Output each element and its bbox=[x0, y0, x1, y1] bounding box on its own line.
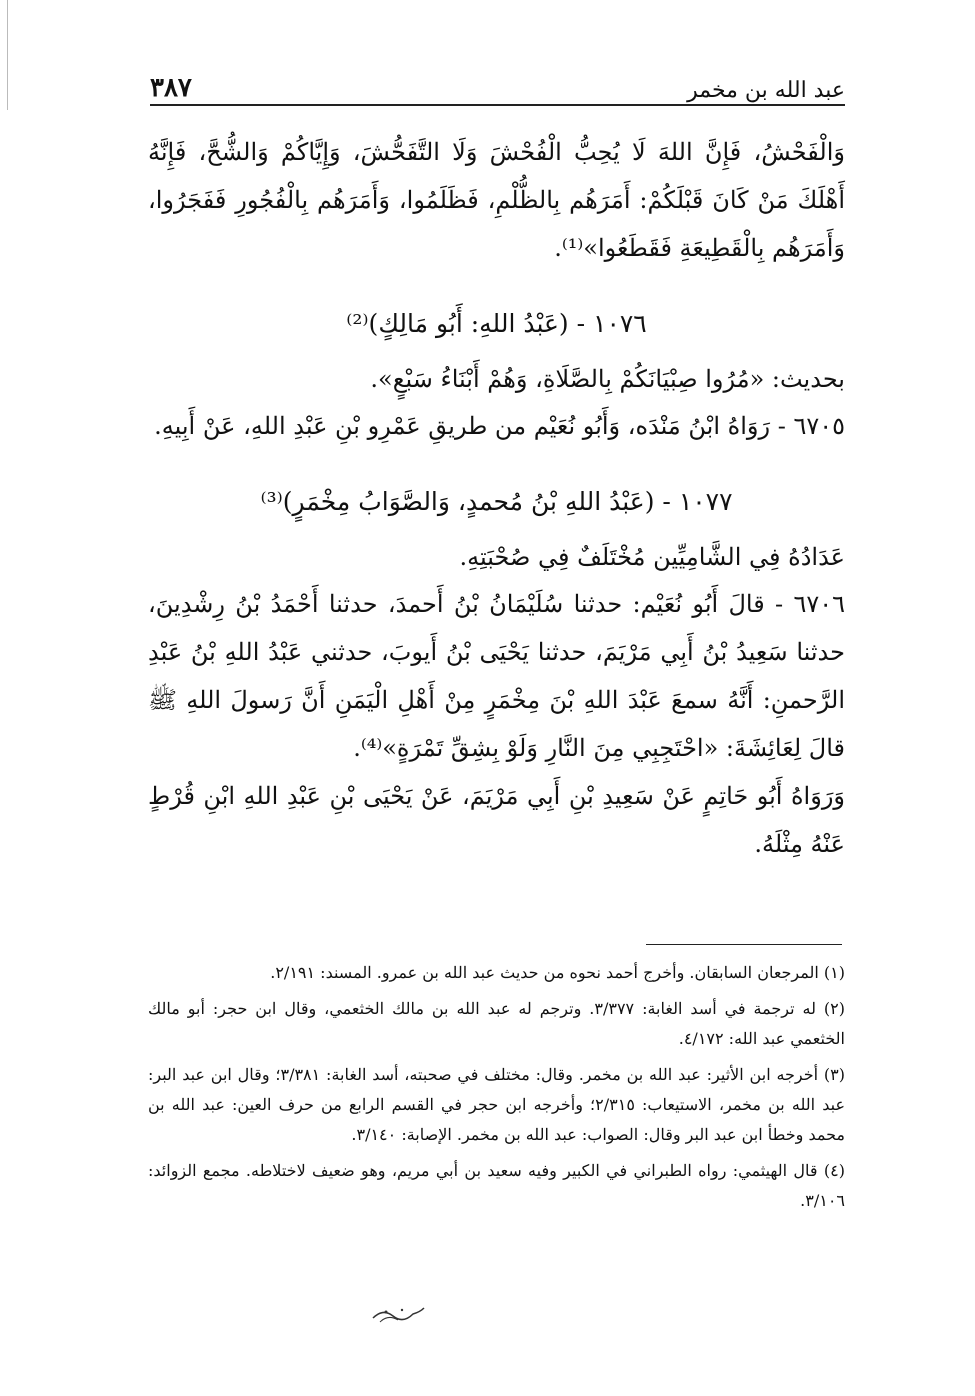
entry-1077-followup: وَرَوَاهُ أَبُو حَاتِمٍ عَنْ سَعِيدِ بْنِ أَبِي مَرْيَمَ، عَنْ يَحْيَى بْنِ عَبْدِ اللهِ ابْنِ قُرْطٍ عَنْهُ مِثْلَهُ. bbox=[148, 782, 845, 858]
entry-1077-title: ١٠٧٧ - (عَبْدُ اللهِ بْنُ مُحمدٍ، وَالصَّوَابُ مِخْمَرٍ)⁽³⁾ bbox=[260, 487, 733, 516]
paragraph-continuation: وَالْفَحْشُ، فَإِنَّ اللهَ لَا يُحِبُّ الْفُحْشَ وَلَا التَّفَحُّشَ، وَإِيَّاكُمْ وَالشُّحَّ، فَإِنَّهُ أَهْلَكَ مَنْ كَانَ قَبْلَكُمْ: أَمَرَهُم بِالظُّلْمِ، فَظَلَمُوا، وَأَمَرَهُم بِالْفُجُورِ فَفَجَرُوا، وَأَمَرَهُم بِالْقَطِيعَةِ فَقَطَعُوا»⁽¹⁾. bbox=[148, 138, 845, 262]
entry-1076-title: ١٠٧٦ - (عَبْدُ اللهِ: أَبُو مَالِكٍ)⁽²⁾ bbox=[346, 309, 647, 338]
footnotes bbox=[148, 958, 845, 1222]
page-number: ٣٨٧ bbox=[150, 73, 192, 103]
entry-1077-note: عَدَادُهُ فِي الشَّامِيِّين مُخْتَلَفٌ فِي صُحْبَتِهِ. bbox=[459, 543, 845, 571]
footnote-rule bbox=[646, 944, 842, 945]
end-ornament-icon bbox=[368, 1300, 428, 1330]
entry-1076-hadith: بحديث: «مُرُوا صِبْيَانَكُمْ بِالصَّلَاةِ، وَهُمْ أَبْنَاءُ سَبْعٍ». bbox=[370, 365, 845, 393]
entry-1076-narration: ٦٧٠٥ - رَوَاهُ ابْنُ مَنْدَه، وَأَبُو نُعَيْم من طريقِ عَمْرِو بْنِ عَبْدِ اللهِ، عَنْ أَبِيهِ. bbox=[154, 412, 845, 440]
main-text bbox=[148, 128, 845, 868]
footnote-2: (٢) له ترجمة في أسد الغابة: ٣/٣٧٧. وترجم له عبد الله بن مالك الخثعمي، وقال ابن حجر: أبو مالك الخثعمي عبد الله: ٤/١٧٢. bbox=[148, 999, 846, 1048]
footnote-1: (١) المرجعان السابقان. وأخرج أحمد نحوه من حديث عبد الله بن عمرو. المسند: ٢/١٩١. bbox=[270, 963, 845, 982]
footnote-4: (٤) قال الهيثمي: رواه الطبراني في الكبير وفيه سعيد بن أبي مريم، وهو ضعيف لاختلاطه. مجمع الزوائد: ٣/١٠٦. bbox=[148, 1161, 845, 1210]
running-title: عبد الله بن مخمر bbox=[687, 78, 845, 103]
footnote-3: (٣) أخرجه ابن الأثير: عبد الله بن مخمر. وقال: مختلف في صحبته، أسد الغابة: ٣/٣٨١؛ وقال ابن عبد البر: عبد الله بن مخمر، الاستيعاب: ٢/٣١٥؛ وأخرجه ابن حجر في القسم الرابع من حرف العين: عبد الله بن محمد وخطأ ابن عبد البر وقال: الصواب: عبد الله بن مخمر. الإصابة: ٣/١٤٠. bbox=[148, 1065, 845, 1144]
entry-1077-narration: ٦٧٠٦ - قالَ أَبُو نُعَيْم: حدثنا سُلَيْمَانُ بْنُ أَحمدَ، حدثنا أَحْمَدُ بْنُ رِشْدِينَ، حدثنا سَعِيدُ بْنُ أَبِي مَرْيَمَ، حدثنا يَحْيَى بْنُ أَيوبَ، حدثني عَبْدُ اللهِ بْنُ عَبْدِ الرَّحمنِ: أَنَّهُ سمعَ عَبْدَ اللهِ بْنَ مِخْمَرٍ مِنْ أَهْلِ الْيَمَنِ أَنَّ رَسولَ اللهِ ﷺ قالَ لِعَائِشَةَ: «احْتَجِبِي مِنَ النَّارِ وَلَوْ بِشِقِّ تَمْرَةٍ»⁽⁴⁾. bbox=[148, 590, 845, 762]
page-edge-line bbox=[7, 0, 8, 110]
page-header bbox=[150, 55, 845, 103]
header-rule bbox=[150, 104, 845, 106]
